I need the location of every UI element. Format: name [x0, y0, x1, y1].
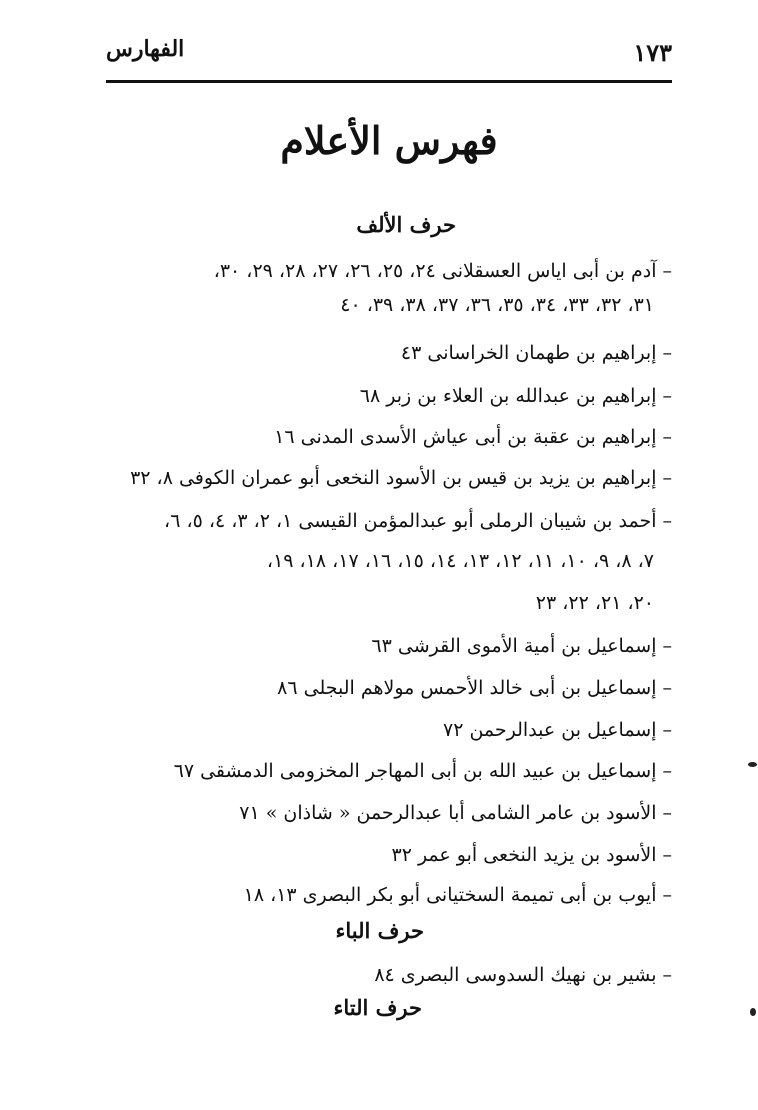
index-entry [92, 758, 672, 784]
entry-dash: – [662, 964, 672, 986]
running-header [106, 30, 672, 74]
entry-text: إبراهيم بن يزيد بن قيس بن الأسود النخعى أبو عمران الكوفى ٨، ٣٢ [130, 467, 657, 489]
letter-heading-ta: حرف التاء [333, 995, 422, 1020]
entry-dash: – [662, 884, 672, 906]
entry-text: إبراهيم بن عبدالله بن العلاء بن زبر ٦٨ [359, 385, 657, 407]
index-entry [92, 675, 672, 701]
index-entry [92, 465, 672, 491]
entry-dash: – [662, 426, 672, 448]
entry-text: إسماعيل بن عبيد الله بن أبى المهاجر المخزومى الدمشقى ٦٧ [173, 760, 657, 782]
entry-text: إبراهيم بن عقبة بن أبى عياش الأسدى المدنى ١٦ [274, 426, 657, 448]
index-entry [92, 633, 672, 659]
entry-text: أيوب بن أبى تميمة السختيانى أبو بكر البصرى ١٣، ١٨ [243, 884, 657, 906]
index-entry [92, 717, 672, 743]
entry-dash: – [662, 635, 672, 657]
index-entry [92, 258, 672, 284]
index-entry [92, 424, 672, 450]
entry-text: الأسود بن يزيد النخعى أبو عمر ٣٢ [391, 844, 657, 866]
letter-heading-alif: حرف الألف [356, 212, 456, 237]
header-rule [106, 80, 672, 83]
index-entry [92, 882, 672, 908]
letter-heading-ba: حرف الباء [335, 918, 424, 943]
index-entry [92, 962, 672, 988]
entry-text: إسماعيل بن عبدالرحمن ٧٢ [442, 719, 657, 741]
entry-text: بشير بن نهيك السدوسى البصرى ٨٤ [374, 964, 657, 986]
entry-text: الأسود بن عامر الشامى أبا عبدالرحمن « شاذان » ٧١ [239, 802, 657, 824]
index-entry [92, 842, 672, 868]
entry-text: إسماعيل بن أمية الأموى القرشى ٦٣ [371, 635, 657, 657]
scan-mark [750, 1008, 756, 1016]
entry-dash: – [662, 802, 672, 824]
section-name: الفهارس [106, 36, 185, 62]
entry-dash: – [662, 844, 672, 866]
entry-dash: – [662, 677, 672, 699]
entry-dash: – [662, 760, 672, 782]
entry-dash: – [662, 385, 672, 407]
index-entry-continuation: ٣١، ٣٢، ٣٣، ٣٤، ٣٥، ٣٦، ٣٧، ٣٨، ٣٩، ٤٠ [340, 294, 654, 316]
entry-dash: – [662, 260, 672, 282]
index-entry [92, 800, 672, 826]
index-entry-continuation: ٧، ٨، ٩، ١٠، ١١، ١٢، ١٣، ١٤، ١٥، ١٦، ١٧، ١٨، ١٩، [266, 550, 654, 572]
index-entry [92, 340, 672, 366]
index-entry-continuation: ٢٠، ٢١، ٢٢، ٢٣ [535, 592, 654, 614]
page-title: فهرس الأعلام [280, 118, 498, 163]
page-number: ١٧٣ [633, 38, 672, 67]
entry-dash: – [662, 510, 672, 532]
entry-text: أحمد بن شيبان الرملى أبو عبدالمؤمن القيسى ١، ٢، ٣، ٤، ٥، ٦، [164, 510, 657, 532]
entry-dash: – [662, 467, 672, 489]
index-entry [92, 383, 672, 409]
entry-text: آدم بن أبى اياس العسقلانى ٢٤، ٢٥، ٢٦، ٢٧، ٢٨، ٢٩، ٣٠، [213, 260, 657, 282]
index-entry [92, 508, 672, 534]
entry-text: إسماعيل بن أبى خالد الأحمس مولاهم البجلى ٨٦ [277, 677, 657, 699]
scan-mark [748, 762, 757, 767]
entry-dash: – [662, 719, 672, 741]
entry-text: إبراهيم بن طهمان الخراسانى ٤٣ [400, 342, 657, 364]
entry-dash: – [662, 342, 672, 364]
